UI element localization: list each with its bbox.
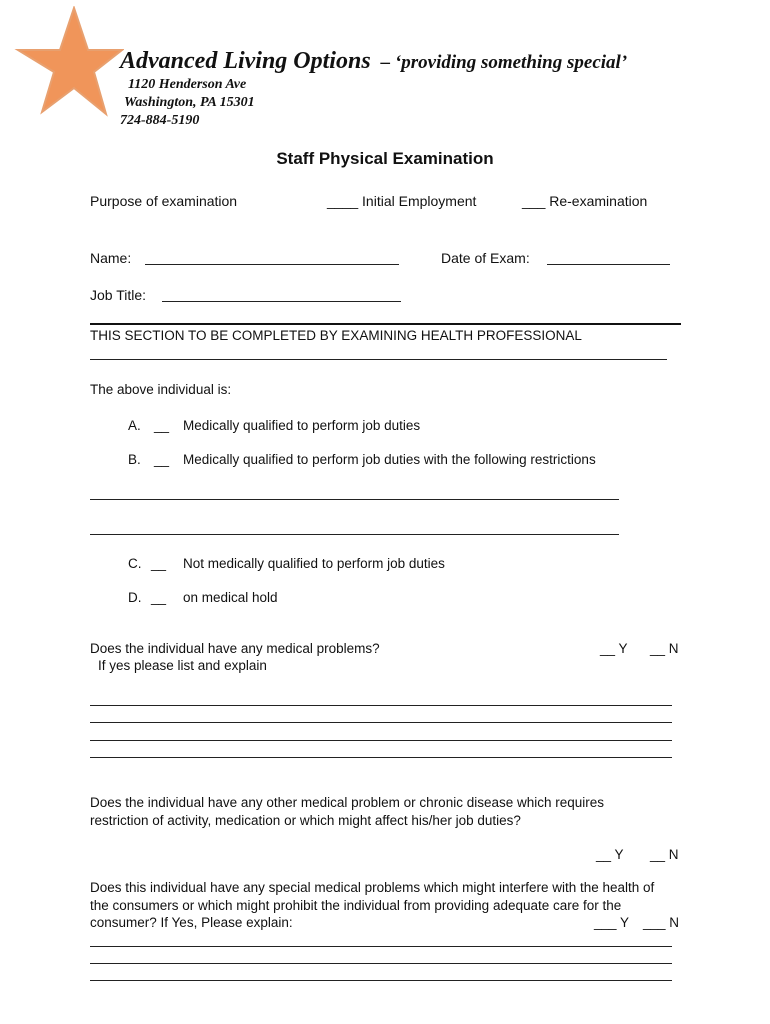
form-title: Staff Physical Examination [276, 149, 494, 168]
q1-answer-line-3[interactable] [90, 740, 672, 741]
q3-no[interactable]: ___ N [643, 915, 680, 930]
q3-line-2: the consumers or which might prohibit the individual from providing adequate care for the [90, 898, 622, 913]
option-text-c: Not medically qualified to perform job duties [183, 556, 445, 571]
q1-answer-line-2[interactable] [90, 722, 672, 723]
job-title-label: Job Title: [90, 287, 147, 303]
option-blank-d[interactable]: __ [151, 590, 167, 605]
q3-line-3: consumer? If Yes, Please explain: [90, 915, 293, 930]
q2-no[interactable]: __ N [650, 847, 679, 862]
option-text-d: on medical hold [183, 590, 278, 605]
name-field[interactable] [145, 264, 399, 265]
job-title-field[interactable] [162, 301, 401, 302]
star-logo-icon [14, 6, 124, 118]
q2-line-1: Does the individual have any other medical problem or chronic disease which requires [90, 795, 605, 810]
q1-yes[interactable]: __ Y [600, 641, 628, 656]
date-of-exam-label: Date of Exam: [441, 250, 530, 266]
option-text-a: Medically qualified to perform job duties [183, 418, 421, 433]
date-of-exam-field[interactable] [547, 264, 670, 265]
q1-answer-line-1[interactable] [90, 705, 672, 706]
q3-answer-line-2[interactable] [90, 963, 672, 964]
q3-answer-line-1[interactable] [90, 946, 672, 947]
option-blank-c[interactable]: __ [151, 556, 167, 571]
option-letter-b: B. [128, 452, 141, 467]
section-heading-rule [90, 359, 667, 360]
address-line-2: Washington, PA 15301 [124, 95, 255, 110]
q2-yes[interactable]: __ Y [596, 847, 624, 862]
name-label: Name: [90, 250, 132, 266]
restrictions-line-2[interactable] [90, 534, 619, 535]
reexamination-option[interactable]: ___ Re-examination [522, 193, 648, 209]
org-tagline: – ‘providing something special’ [380, 52, 628, 73]
option-letter-d: D. [128, 590, 142, 605]
restrictions-line-1[interactable] [90, 499, 619, 500]
option-blank-b[interactable]: __ [154, 452, 170, 467]
address-line-1: 1120 Henderson Ave [128, 77, 247, 92]
purpose-label: Purpose of examination [90, 193, 238, 209]
section-divider [90, 323, 681, 325]
q3-answer-line-3[interactable] [90, 980, 672, 981]
option-letter-a: A. [128, 418, 141, 433]
option-text-b: Medically qualified to perform job duties with the following restrictions [183, 452, 596, 467]
q1-answer-line-4[interactable] [90, 757, 672, 758]
q1-sub: If yes please list and explain [98, 658, 267, 673]
option-letter-c: C. [128, 556, 142, 571]
q3-line-1: Does this individual have any special medical problems which might interfere with the health of [90, 880, 655, 895]
q2-line-2: restriction of activity, medication or which might affect his/her job duties? [90, 813, 521, 828]
individual-intro: The above individual is: [90, 382, 232, 397]
phone-number: 724-884-5190 [120, 113, 200, 128]
section-heading: THIS SECTION TO BE COMPLETED BY EXAMINING HEALTH PROFESSIONAL [90, 328, 582, 343]
initial-employment-option[interactable]: ____ Initial Employment [327, 193, 477, 209]
q1-no[interactable]: __ N [650, 641, 679, 656]
letterhead-title [120, 48, 627, 75]
option-blank-a[interactable]: __ [154, 418, 170, 433]
q3-yes[interactable]: ___ Y [594, 915, 630, 930]
q1-question: Does the individual have any medical problems? [90, 641, 380, 656]
org-name: Advanced Living Options [120, 48, 371, 74]
